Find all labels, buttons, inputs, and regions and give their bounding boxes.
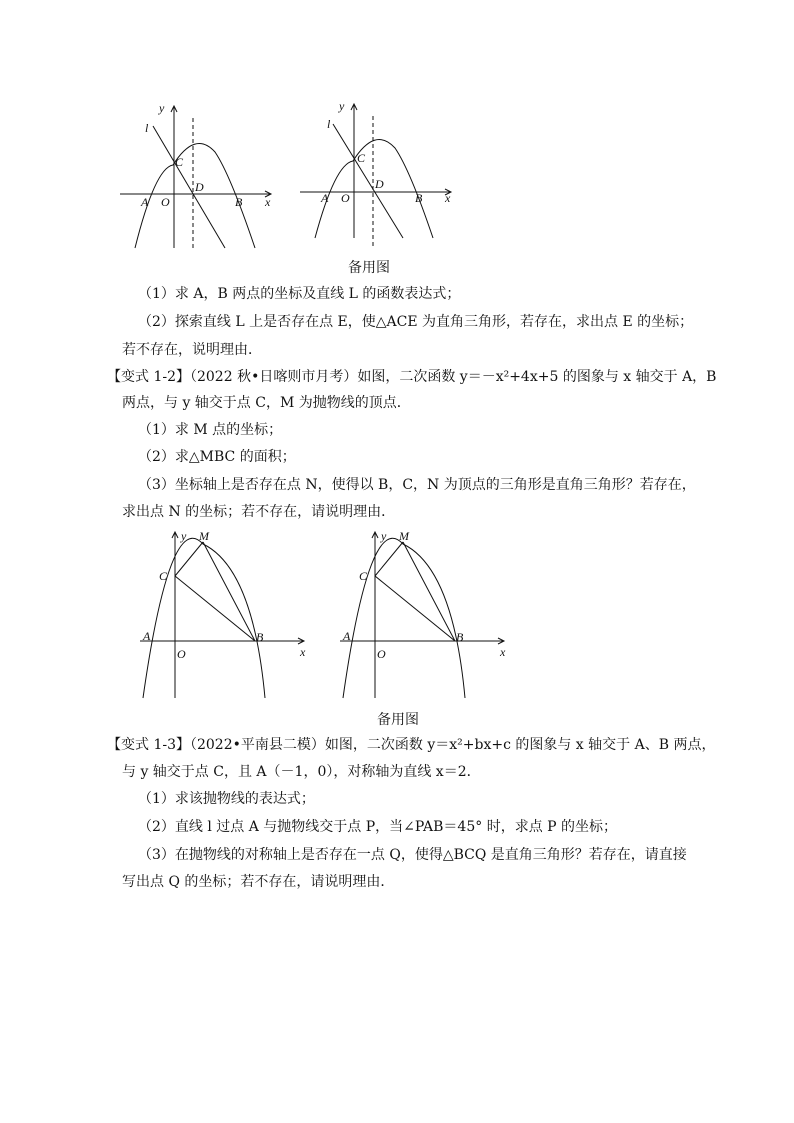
parabola xyxy=(143,538,265,698)
problem1-q1: （1）求 A，B 两点的坐标及直线 L 的函数表达式； xyxy=(138,286,461,302)
label-B: B xyxy=(415,191,423,205)
label-y: y xyxy=(381,529,387,543)
label-y: y xyxy=(339,99,345,113)
segment-MB xyxy=(203,542,255,641)
problem1-figure-main xyxy=(115,98,285,256)
label-x: x xyxy=(445,191,451,205)
line-l xyxy=(333,124,403,238)
problem3-header-line2: 与 y 轴交于点 C，且 A（－1，0），对称轴为直线 x＝2． xyxy=(122,764,481,780)
segment-CM xyxy=(175,542,203,576)
label-M: M xyxy=(399,529,409,543)
problem2-figure-spare xyxy=(335,528,515,700)
problem2-q3-line1: （3）坐标轴上是否存在点 N，使得以 B，C，N 为顶点的三角形是直角三角形？若存在， xyxy=(138,477,696,493)
label-O: O xyxy=(377,647,386,661)
problem2-q2: （2）求△MBC 的面积； xyxy=(138,449,296,465)
label-O: O xyxy=(161,195,170,209)
problem3-header-line1: 【变式 1-3】（2022•平南县二模）如图，二次函数 y＝x²+bx+c 的图象与 x 轴交于 A、B 两点， xyxy=(107,737,716,753)
problem3-q2: （2）直线 l 过点 A 与抛物线交于点 P，当∠PAB＝45° 时，求点 P 的坐标； xyxy=(138,819,618,835)
problem1-figure-spare xyxy=(295,98,465,256)
label-D: D xyxy=(195,180,204,194)
problem2-q3-line2: 求出点 N 的坐标；若不存在，请说明理由． xyxy=(122,504,396,520)
segment-CB xyxy=(375,576,455,641)
label-x: x xyxy=(300,645,306,659)
problem1-q2-line2: 若不存在，说明理由． xyxy=(122,342,262,358)
segment-CB xyxy=(175,576,255,641)
label-B: B xyxy=(456,630,464,644)
label-C: C xyxy=(175,155,184,169)
label-O: O xyxy=(177,647,186,661)
label-C: C xyxy=(357,151,366,165)
problem2-caption: 备用图 xyxy=(377,712,419,728)
line-l xyxy=(153,126,225,248)
label-B: B xyxy=(235,195,243,209)
problem2-q1: （1）求 M 点的坐标； xyxy=(138,422,283,438)
label-y: y xyxy=(159,101,165,115)
label-y: y xyxy=(181,529,187,543)
segment-MB xyxy=(403,542,455,641)
label-l: l xyxy=(327,117,331,131)
parabola xyxy=(315,140,433,238)
label-A: A xyxy=(343,629,351,643)
label-C: C xyxy=(159,569,168,583)
problem2-header-line2: 两点，与 y 轴交于点 C，M 为抛物线的顶点． xyxy=(122,395,411,411)
label-B: B xyxy=(256,630,264,644)
label-M: M xyxy=(199,529,209,543)
parabola xyxy=(343,538,465,698)
label-A: A xyxy=(141,195,149,209)
label-x: x xyxy=(500,645,506,659)
problem2-figure-main xyxy=(135,528,315,700)
segment-CM xyxy=(375,542,403,576)
problem3-q3-line2: 写出点 Q 的坐标；若不存在，请说明理由． xyxy=(122,874,395,890)
problem1-caption: 备用图 xyxy=(348,260,390,276)
problem1-q2-line1: （2）探索直线 L 上是否存在点 E，使△ACE 为直角三角形，若存在，求出点 E 的坐标； xyxy=(138,314,694,330)
label-A: A xyxy=(321,191,329,205)
label-A: A xyxy=(143,629,151,643)
problem3-q1: （1）求该抛物线的表达式； xyxy=(138,791,315,807)
problem3-q3-line1: （3）在抛物线的对称轴上是否存在一点 Q，使得△BCQ 是直角三角形？若存在，请直接 xyxy=(138,847,687,863)
label-C: C xyxy=(359,569,368,583)
label-O: O xyxy=(341,191,350,205)
label-l: l xyxy=(145,121,149,135)
label-D: D xyxy=(375,177,384,191)
label-x: x xyxy=(265,195,271,209)
problem2-header-line1: 【变式 1-2】（2022 秋•日喀则市月考）如图，二次函数 y＝－x²+4x+5 的图象与 x 轴交于 A，B xyxy=(107,369,717,385)
